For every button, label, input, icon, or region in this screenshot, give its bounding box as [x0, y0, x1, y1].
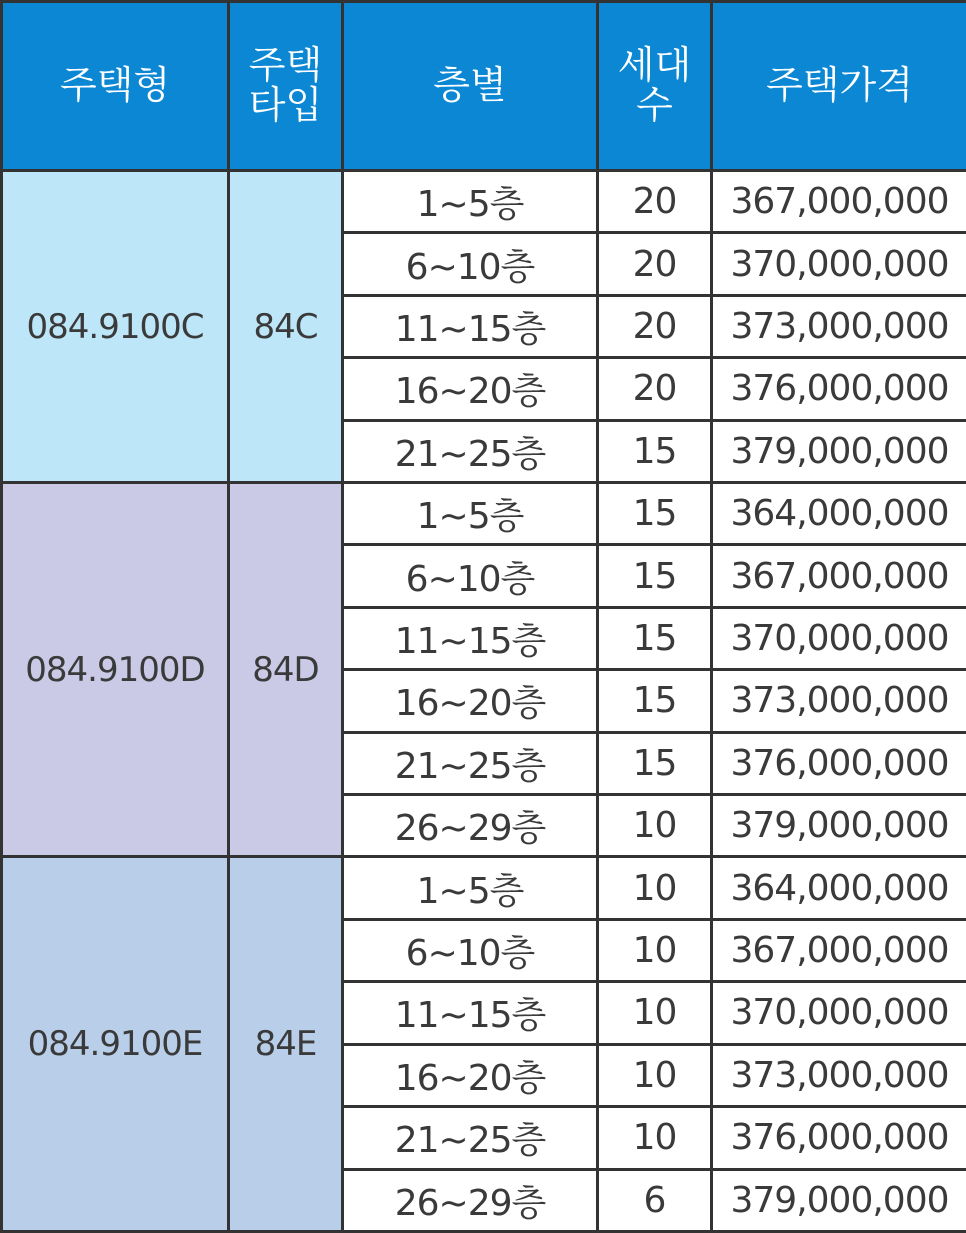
price-cell: 370,000,000 [712, 607, 966, 669]
unit-count-cell: 15 [598, 732, 712, 794]
unit-count-cell: 15 [598, 607, 712, 669]
unit-count-cell: 20 [598, 358, 712, 420]
price-cell: 373,000,000 [712, 670, 966, 732]
floor-range-cell: 1~5층 [343, 171, 598, 233]
floor-range-cell: 11~15층 [343, 607, 598, 669]
header-floor-range: 층별 [343, 2, 598, 171]
floor-range-cell: 21~25층 [343, 1107, 598, 1169]
price-cell: 370,000,000 [712, 982, 966, 1044]
price-cell: 373,000,000 [712, 295, 966, 357]
header-housing-price: 주택가격 [712, 2, 966, 171]
table-header [2, 2, 966, 171]
price-cell: 367,000,000 [712, 171, 966, 233]
unit-count-cell: 10 [598, 857, 712, 919]
unit-count-cell: 15 [598, 483, 712, 545]
unit-count-cell: 10 [598, 795, 712, 857]
floor-range-cell: 21~25층 [343, 732, 598, 794]
floor-range-cell: 21~25층 [343, 420, 598, 482]
floor-range-cell: 16~20층 [343, 358, 598, 420]
price-cell: 379,000,000 [712, 795, 966, 857]
floor-range-cell: 6~10층 [343, 919, 598, 981]
header-housing-type: 주택 타입 [229, 2, 343, 171]
unit-count-cell: 20 [598, 233, 712, 295]
housing-type-cell: 84E [229, 857, 343, 1232]
header-unit-count: 세대 수 [598, 2, 712, 171]
header-row [2, 2, 966, 171]
table-body [2, 171, 966, 1232]
housing-type-cell: 84C [229, 171, 343, 483]
price-cell: 367,000,000 [712, 919, 966, 981]
unit-count-cell: 20 [598, 171, 712, 233]
header-housing-model: 주택형 [2, 2, 229, 171]
table-row [2, 483, 966, 545]
floor-range-cell: 11~15층 [343, 982, 598, 1044]
price-cell: 379,000,000 [712, 420, 966, 482]
price-cell: 379,000,000 [712, 1169, 966, 1232]
unit-count-cell: 10 [598, 1044, 712, 1106]
housing-model-cell: 084.9100C [2, 171, 229, 483]
housing-model-cell: 084.9100D [2, 483, 229, 857]
price-cell: 376,000,000 [712, 1107, 966, 1169]
price-cell: 370,000,000 [712, 233, 966, 295]
floor-range-cell: 26~29층 [343, 1169, 598, 1232]
housing-model-cell: 084.9100E [2, 857, 229, 1232]
price-cell: 364,000,000 [712, 483, 966, 545]
unit-count-cell: 15 [598, 545, 712, 607]
price-cell: 373,000,000 [712, 1044, 966, 1106]
unit-count-cell: 10 [598, 982, 712, 1044]
unit-count-cell: 10 [598, 1107, 712, 1169]
floor-range-cell: 1~5층 [343, 483, 598, 545]
unit-count-cell: 10 [598, 919, 712, 981]
table-row [2, 857, 966, 919]
floor-range-cell: 26~29층 [343, 795, 598, 857]
floor-range-cell: 6~10층 [343, 233, 598, 295]
unit-count-cell: 15 [598, 670, 712, 732]
floor-range-cell: 16~20층 [343, 670, 598, 732]
unit-count-cell: 6 [598, 1169, 712, 1232]
price-cell: 376,000,000 [712, 732, 966, 794]
floor-range-cell: 1~5층 [343, 857, 598, 919]
floor-range-cell: 11~15층 [343, 295, 598, 357]
price-cell: 376,000,000 [712, 358, 966, 420]
housing-type-cell: 84D [229, 483, 343, 857]
table-row [2, 171, 966, 233]
unit-count-cell: 15 [598, 420, 712, 482]
price-cell: 367,000,000 [712, 545, 966, 607]
floor-range-cell: 6~10층 [343, 545, 598, 607]
unit-count-cell: 20 [598, 295, 712, 357]
floor-range-cell: 16~20층 [343, 1044, 598, 1106]
price-cell: 364,000,000 [712, 857, 966, 919]
